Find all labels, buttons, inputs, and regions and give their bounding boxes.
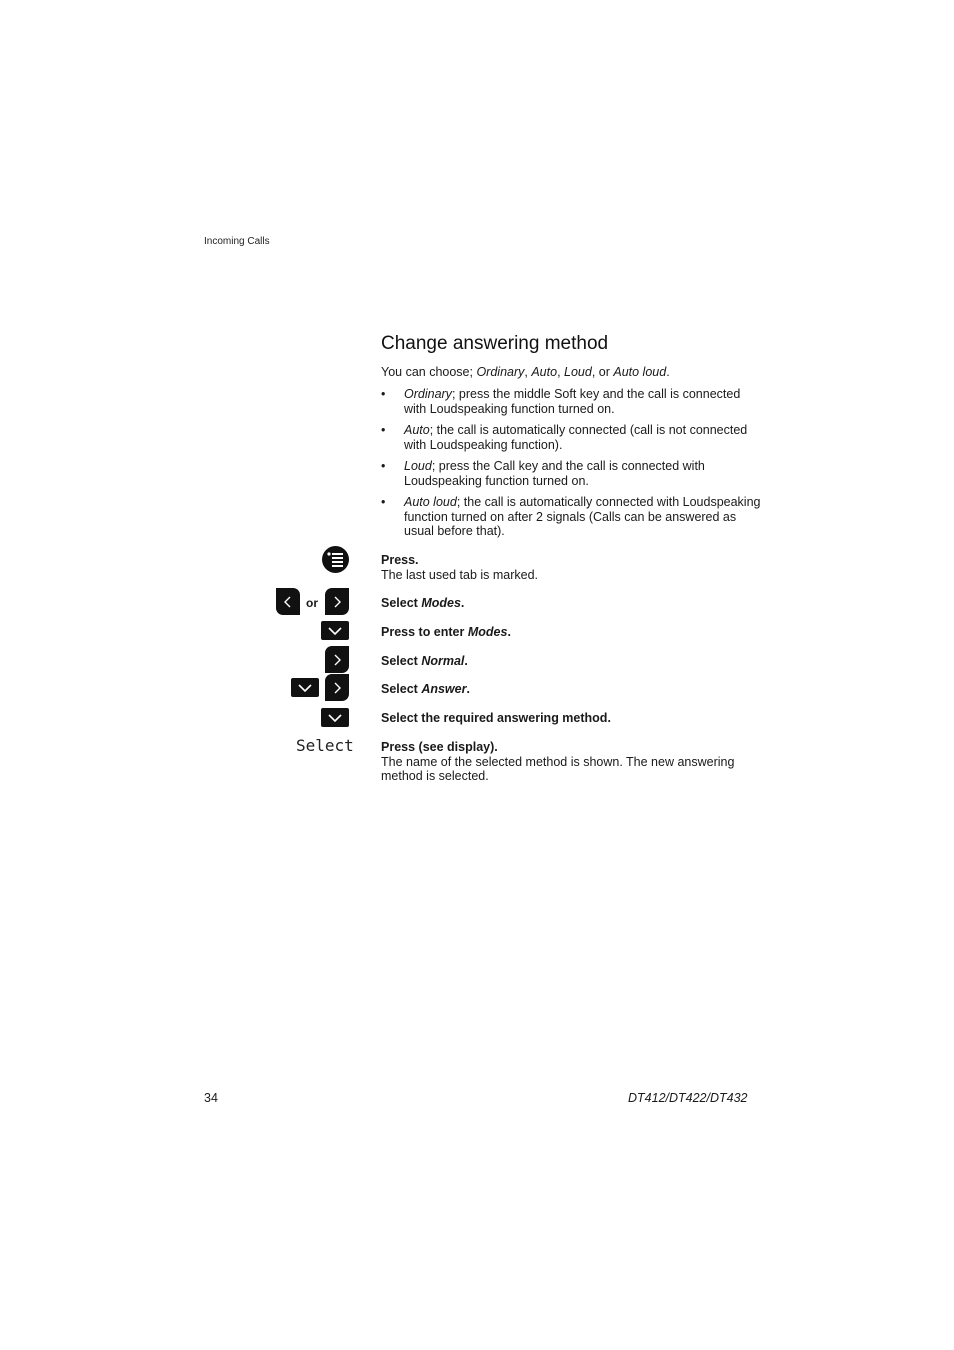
step-2 (381, 596, 756, 611)
option-list (381, 387, 761, 546)
down-arrow-key-icon (321, 621, 349, 640)
step-instruction: Select (381, 596, 422, 610)
list-item (381, 495, 761, 539)
bullet: • (381, 387, 386, 401)
list-item (381, 387, 761, 416)
step-5 (381, 682, 756, 697)
step-emphasis: Normal (421, 654, 465, 668)
step-6 (381, 711, 756, 726)
bullet: • (381, 459, 386, 473)
step-detail: The name of the selected method is shown. The new answering method is selected. (381, 754, 735, 783)
step-end: . (507, 625, 511, 639)
step-detail: The last used tab is marked. (381, 567, 539, 582)
intro-prefix: You can choose; (381, 365, 477, 379)
intro-sep: , or (591, 365, 614, 379)
or-label: or (306, 596, 318, 610)
step-emphasis: Modes (467, 625, 508, 639)
step-end: . (466, 682, 470, 696)
step-instruction: Select (381, 682, 422, 696)
step-end: . (460, 596, 465, 610)
intro-option-loud: Loud (564, 365, 592, 379)
intro-suffix: . (666, 365, 670, 379)
step-3 (381, 625, 756, 640)
intro-text (381, 365, 761, 379)
bullet: • (381, 423, 386, 437)
option-description: ; press the middle Soft key and the call is connected with Loudspeaking function turned on. (404, 387, 741, 416)
intro-sep: , (524, 365, 532, 379)
option-description: ; the call is automatically connected (call is not connected with Loudspeaking function). (404, 423, 748, 452)
intro-option-auto: Auto (531, 365, 558, 379)
list-item (381, 459, 761, 488)
intro-option-ordinary: Ordinary (476, 365, 525, 379)
running-head: Incoming Calls (204, 236, 270, 247)
option-term: Ordinary (404, 387, 452, 401)
step-end: . (464, 654, 468, 668)
bullet: • (381, 495, 386, 509)
down-arrow-key-icon (291, 678, 319, 697)
menu-key-icon (322, 546, 349, 573)
right-arrow-key-icon (325, 646, 349, 673)
option-term: Auto loud (404, 495, 457, 509)
step-instruction: Press. (381, 553, 419, 567)
left-arrow-key-icon (276, 588, 300, 615)
page-number: 34 (204, 1091, 218, 1105)
step-emphasis: Answer (421, 682, 467, 696)
softkey-select-label: Select (296, 736, 354, 755)
right-arrow-key-icon (325, 588, 349, 615)
step-instruction: Press to enter (381, 625, 468, 639)
step-4 (381, 654, 756, 669)
step-1 (381, 553, 756, 582)
menu-key-glyph (327, 552, 344, 567)
option-description: ; press the Call key and the call is connected with Loudspeaking function turned on. (404, 459, 705, 488)
right-arrow-key-icon (325, 674, 349, 701)
step-emphasis: Modes (421, 596, 461, 610)
list-item (381, 423, 761, 452)
option-description: ; the call is automatically connected with Loudspeaking function turned on after 2 signals (Calls can be answered as usual before that). (404, 495, 761, 538)
step-instruction: Select (381, 654, 422, 668)
option-term: Loud (404, 459, 432, 473)
step-7 (381, 740, 756, 784)
intro-sep: , (557, 365, 565, 379)
model-name: DT412/DT422/DT432 (628, 1091, 748, 1105)
section-title: Change answering method (381, 333, 609, 354)
intro-option-auto-loud: Auto loud (613, 365, 667, 379)
step-instruction: Press (see display). (381, 740, 498, 754)
down-arrow-key-icon (321, 708, 349, 727)
option-term: Auto (404, 423, 430, 437)
step-instruction: Select the required answering method. (381, 711, 611, 725)
